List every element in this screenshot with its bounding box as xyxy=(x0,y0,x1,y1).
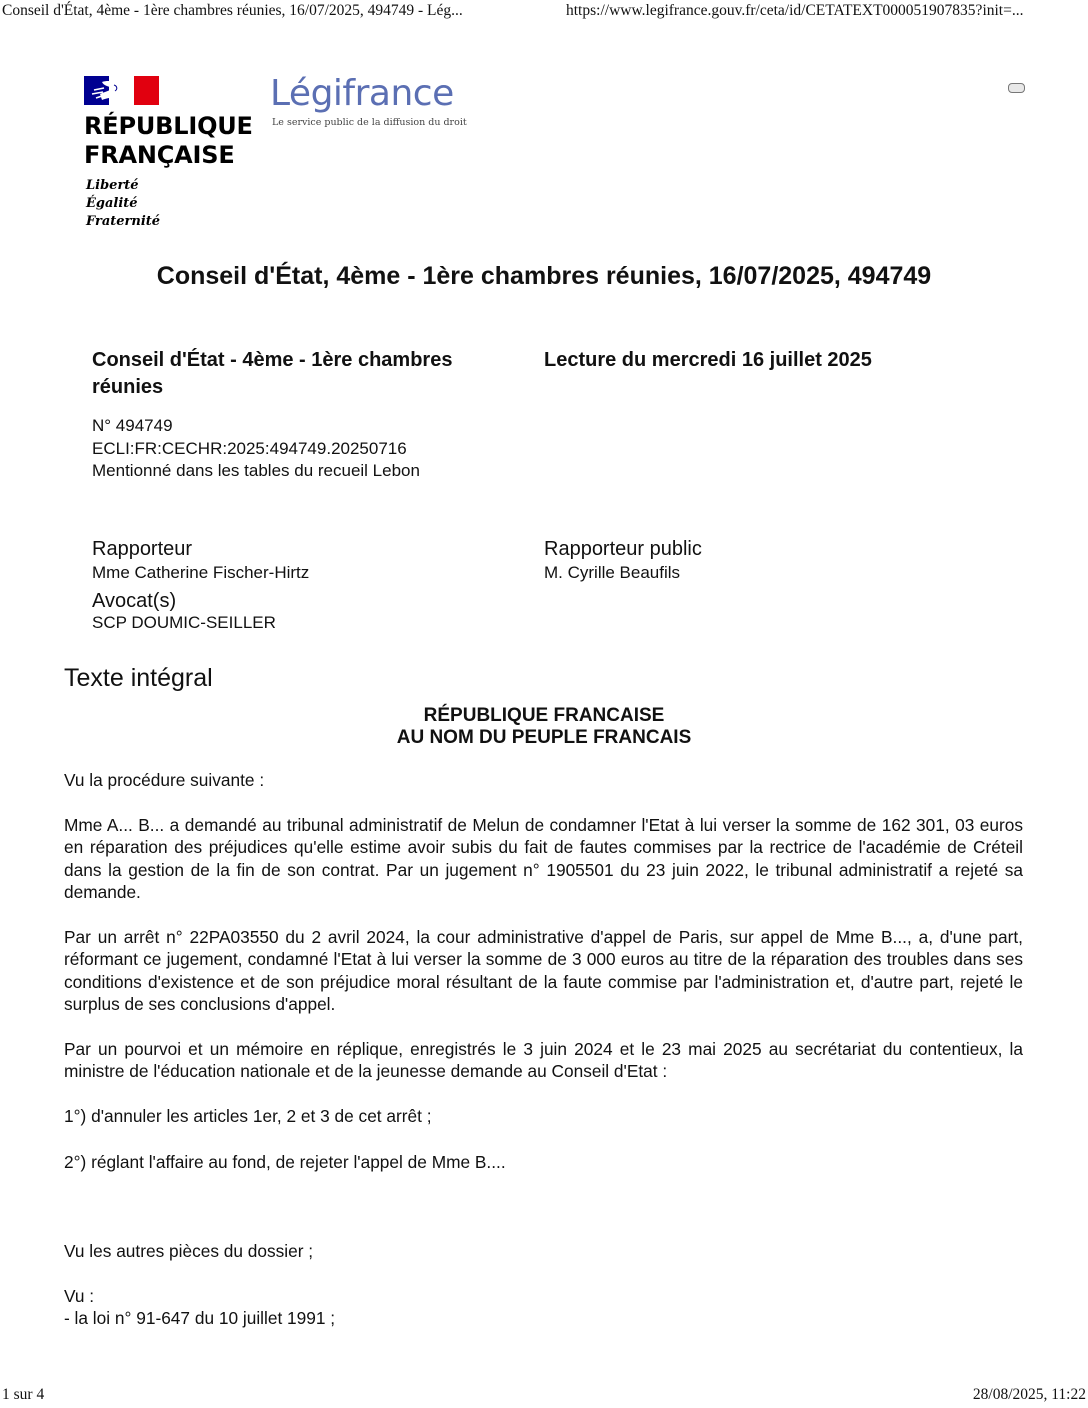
page-title: Conseil d'État, 4ème - 1ère chambres réunies, 16/07/2025, 494749 xyxy=(156,262,932,290)
full-text-heading: Texte intégral xyxy=(64,664,213,692)
republic-heading: RÉPUBLIQUE FRANCAISE AU NOM DU PEUPLE FRANCAIS xyxy=(396,705,692,748)
paragraph-autres-pieces: Vu les autres pièces du dossier ; xyxy=(64,1241,314,1261)
paragraph-vu: Vu : xyxy=(64,1286,95,1306)
republique-francaise-logo[interactable] xyxy=(84,76,274,236)
avocats-label: Avocat(s) xyxy=(92,590,177,612)
paragraph-appeal: Par un arrêt n° 22PA03550 du 2 avril 2024, la cour administrative d'appel de Paris, sur appel de Mme B..., a, d'une part, réformant ce jugement, condamné l'Etat à lui verser la somme de 3 000 euros au titre de la réparation des troubles dans ses conditions d'existence et de son préjudice moral résultant de la faute commise par l'administration et, d'autre part, rejeté le surplus de ses conclusions d'appel. xyxy=(64,927,1023,1014)
decision-number: N° 494749 xyxy=(92,416,173,435)
rapporteur-public-name: M. Cyrille Beaufils xyxy=(544,563,681,582)
paragraph-conclusion-2: 2°) réglant l'affaire au fond, de rejeter l'appel de Mme B.... xyxy=(64,1152,506,1172)
ecli-code: ECLI:FR:CECHR:2025:494749.20250716 xyxy=(92,438,407,458)
paragraph-conclusion-1: 1°) d'annuler les articles 1er, 2 et 3 de cet arrêt ; xyxy=(64,1106,432,1126)
print-header-url: https://www.legifrance.gouv.fr/ceta/id/CETATEXT000051907835?init=... xyxy=(566,2,1024,19)
lecture-date-heading: Lecture du mercredi 16 juillet 2025 xyxy=(544,349,872,371)
legifrance-logo[interactable]: Légifrance xyxy=(270,73,454,114)
paragraph-loi: - la loi n° 91-647 du 10 juillet 1991 ; xyxy=(64,1308,336,1328)
avocats-name: SCP DOUMIC-SEILLER xyxy=(92,613,276,632)
rapporteur-label: Rapporteur xyxy=(92,538,193,560)
rapporteur-public-label: Rapporteur public xyxy=(544,538,702,560)
publication-status: Mentionné dans les tables du recueil Lebon xyxy=(92,461,420,480)
print-header-title: Conseil d'État, 4ème - 1ère chambres réunies, 16/07/2025, 494749 - Lég... xyxy=(2,2,463,19)
paragraph-procedure: Vu la procédure suivante : xyxy=(64,770,265,790)
rapporteur-name: Mme Catherine Fischer-Hirtz xyxy=(92,563,310,582)
paragraph-first-instance: Mme A... B... a demandé au tribunal administratif de Melun de condamner l'Etat à lui verser la somme de 162 301, 03 euros en réparation des préjudices qu'elle estime avoir subis du fait de fautes commises par la rectrice de l'académie de Créteil dans la gestion de la fin de son contrat. Par un jugement n° 1905501 du 23 juin 2022, le tribunal administratif a rejeté sa demande. xyxy=(64,815,1023,902)
paragraph-pourvoi: Par un pourvoi et un mémoire en réplique, enregistrés le 3 juin 2024 et le 23 mai 2025 au secrétariat du contentieux, la ministre de l'éducation nationale et de la jeunesse demande au Conseil d'Etat : xyxy=(64,1039,1023,1082)
print-footer xyxy=(0,1386,1088,1408)
jurisdiction-heading: Conseil d'État - 4ème - 1ère chambres réunies xyxy=(92,349,453,398)
print-datetime: 28/08/2025, 11:22 xyxy=(972,1386,1086,1403)
republique-francaise-wordmark: RÉPUBLIQUE FRANÇAISE xyxy=(84,112,253,169)
print-header xyxy=(0,2,1088,24)
motto: Liberté Égalité Fraternité xyxy=(86,178,161,229)
page-number: 1 sur 4 xyxy=(2,1386,45,1403)
decision-identifiers xyxy=(92,415,420,483)
marianne-flag-icon xyxy=(84,76,159,105)
scroll-top-button[interactable] xyxy=(1008,83,1025,93)
legifrance-tagline: Le service public de la diffusion du droit xyxy=(272,117,467,128)
